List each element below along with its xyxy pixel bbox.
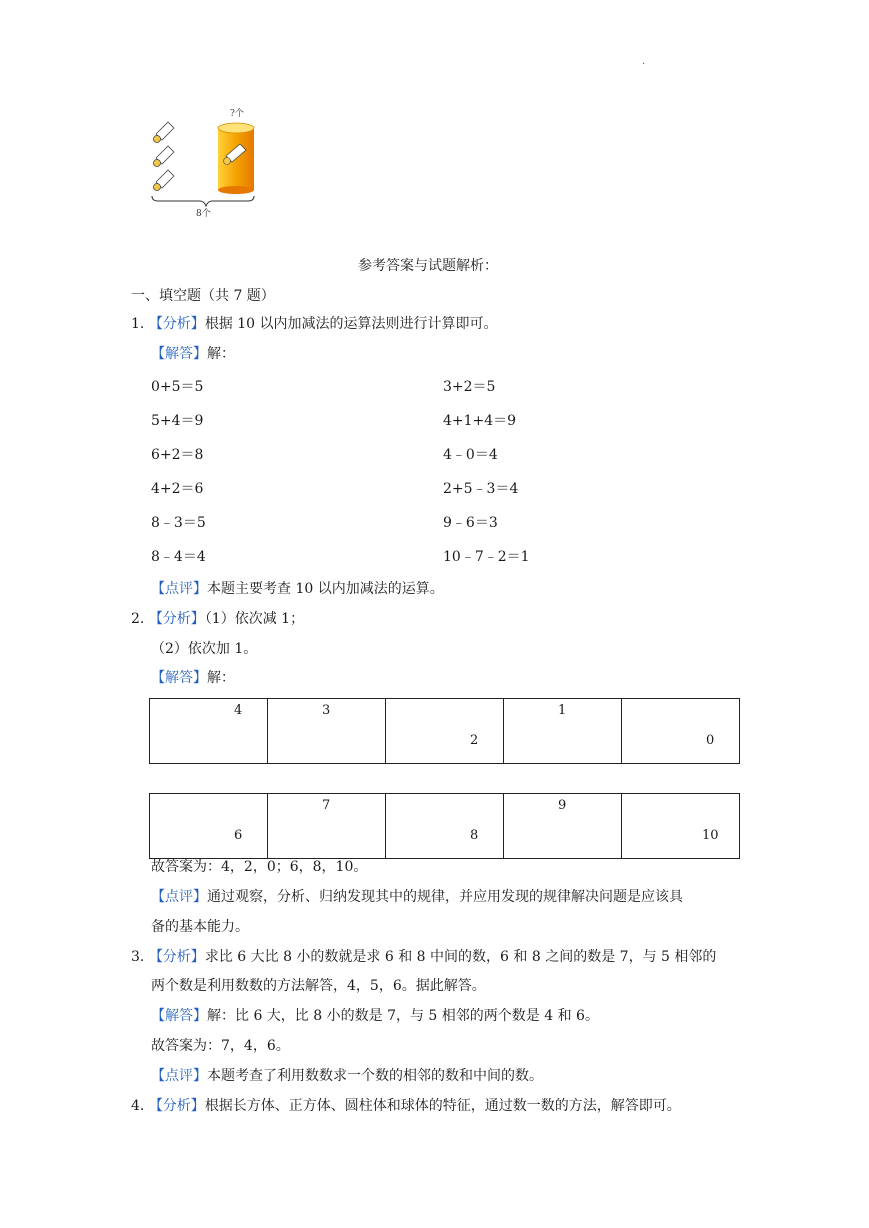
q3-comment-text: 本题考查了利用数数求一个数的相邻的数和中间的数。 — [207, 1068, 543, 1084]
q2-solution — [151, 668, 235, 688]
cell-value: 0 — [706, 733, 715, 748]
cell-value: 8 — [470, 828, 479, 843]
table-cell — [268, 699, 386, 764]
table-cell — [504, 794, 622, 859]
q2-comment-text-2: 备的基本能力。 — [151, 919, 249, 935]
cell-value: 6 — [234, 828, 243, 843]
q1-number: 1. — [131, 316, 145, 332]
cell-value: 9 — [558, 798, 567, 813]
table-cell — [386, 699, 504, 764]
q2-solution-text: 解： — [207, 670, 235, 686]
analysis-tag: 【分析】 — [148, 1098, 205, 1114]
equation-left-5: 8﹣3＝5 — [151, 515, 206, 531]
q1-solution — [151, 344, 235, 364]
q1-comment-text: 本题主要考查 10 以内加减法的运算。 — [207, 581, 444, 597]
q2-analysis — [131, 609, 304, 629]
q2-analysis-text-2: （2）依次加 1。 — [151, 641, 258, 657]
cell-value: 4 — [234, 703, 243, 718]
solution-tag: 【解答】 — [151, 346, 207, 362]
equation-right-5: 9﹣6＝3 — [443, 515, 498, 531]
total-label: 8个 — [196, 209, 211, 218]
table-cell — [504, 699, 622, 764]
cell-value: 7 — [322, 798, 331, 813]
q3-number: 3. — [131, 949, 145, 965]
q3-comment — [151, 1066, 543, 1086]
table-cell — [386, 794, 504, 859]
q1-analysis-text: 根据 10 以内加减法的运算法则进行计算即可。 — [204, 316, 498, 332]
equation-right-6: 10﹣7﹣2＝1 — [443, 549, 530, 565]
q4-number: 4. — [131, 1098, 145, 1114]
equation-left-4: 4+2＝6 — [151, 481, 204, 497]
q4-analysis-text: 根据长方体、正方体、圆柱体和球体的特征，通过数一数的方法，解答即可。 — [204, 1098, 681, 1114]
answer-title: 参考答案与试题解析： — [358, 258, 498, 274]
q1-comment — [151, 579, 444, 599]
equation-left-2: 5+4＝9 — [151, 413, 204, 429]
shuttlecock-icon — [154, 146, 175, 167]
equation-left-6: 8﹣4＝4 — [151, 549, 206, 565]
q2-answer: 故答案为：4，2，0；6，8，10。 — [151, 859, 368, 875]
q3-solution — [151, 1006, 599, 1026]
q3-solution-text: 解：比 6 大，比 8 小的数是 7，与 5 相邻的两个数是 4 和 6。 — [207, 1008, 599, 1024]
q3-analysis-text-1: 求比 6 大比 8 小的数就是求 6 和 8 中间的数，6 和 8 之间的数是 7，与 5 相邻的 — [204, 949, 717, 965]
shuttlecock-icon — [154, 170, 175, 191]
q3-analysis — [131, 947, 716, 967]
comment-tag: 【点评】 — [151, 889, 207, 905]
table-cell — [150, 794, 268, 859]
comment-tag: 【点评】 — [151, 1068, 207, 1084]
comment-tag: 【点评】 — [151, 581, 207, 597]
shuttlecock-icon — [154, 122, 175, 143]
q1-solution-text: 解： — [207, 346, 235, 362]
q2-number: 2. — [131, 611, 145, 627]
header-mark: . — [642, 56, 646, 67]
table-cell — [622, 699, 740, 764]
cell-value: 10 — [702, 828, 719, 843]
q4-analysis — [131, 1096, 681, 1116]
equation-right-1: 3+2＝5 — [443, 379, 496, 395]
shuttlecock-illustration — [148, 100, 260, 218]
table-cell — [268, 794, 386, 859]
analysis-tag: 【分析】 — [148, 611, 205, 627]
analysis-tag: 【分析】 — [148, 316, 205, 332]
question-label: ?个 — [230, 109, 244, 119]
q3-answer: 故答案为：7，4，6。 — [151, 1038, 290, 1054]
q1-analysis — [131, 314, 498, 334]
q3-analysis-text-2: 两个数是利用数数的方法解答，4，5，6。据此解答。 — [151, 978, 486, 994]
cell-value: 2 — [470, 733, 479, 748]
solution-tag: 【解答】 — [151, 1008, 207, 1024]
equation-left-3: 6+2＝8 — [151, 447, 204, 463]
cell-value: 3 — [322, 703, 331, 718]
equation-right-4: 2+5﹣3＝4 — [443, 481, 519, 497]
sequence-table-1 — [149, 698, 740, 764]
q2-comment — [151, 887, 683, 907]
q2-comment-text-1: 通过观察，分析、归纳发现其中的规律，并应用发现的规律解决问题是应该具 — [207, 889, 683, 905]
equation-right-3: 4﹣0＝4 — [443, 447, 498, 463]
q2-analysis-text-1: （1）依次减 1； — [204, 611, 305, 627]
tube-icon — [218, 123, 254, 194]
equation-left-1: 0+5＝5 — [151, 379, 204, 395]
equation-right-2: 4+1+4＝9 — [443, 413, 517, 429]
cell-value: 1 — [558, 703, 567, 718]
solution-tag: 【解答】 — [151, 670, 207, 686]
table-cell — [622, 794, 740, 859]
analysis-tag: 【分析】 — [148, 949, 205, 965]
section-heading: 一、填空题（共 7 题） — [131, 288, 275, 304]
sequence-table-2 — [149, 793, 740, 859]
table-cell — [150, 699, 268, 764]
